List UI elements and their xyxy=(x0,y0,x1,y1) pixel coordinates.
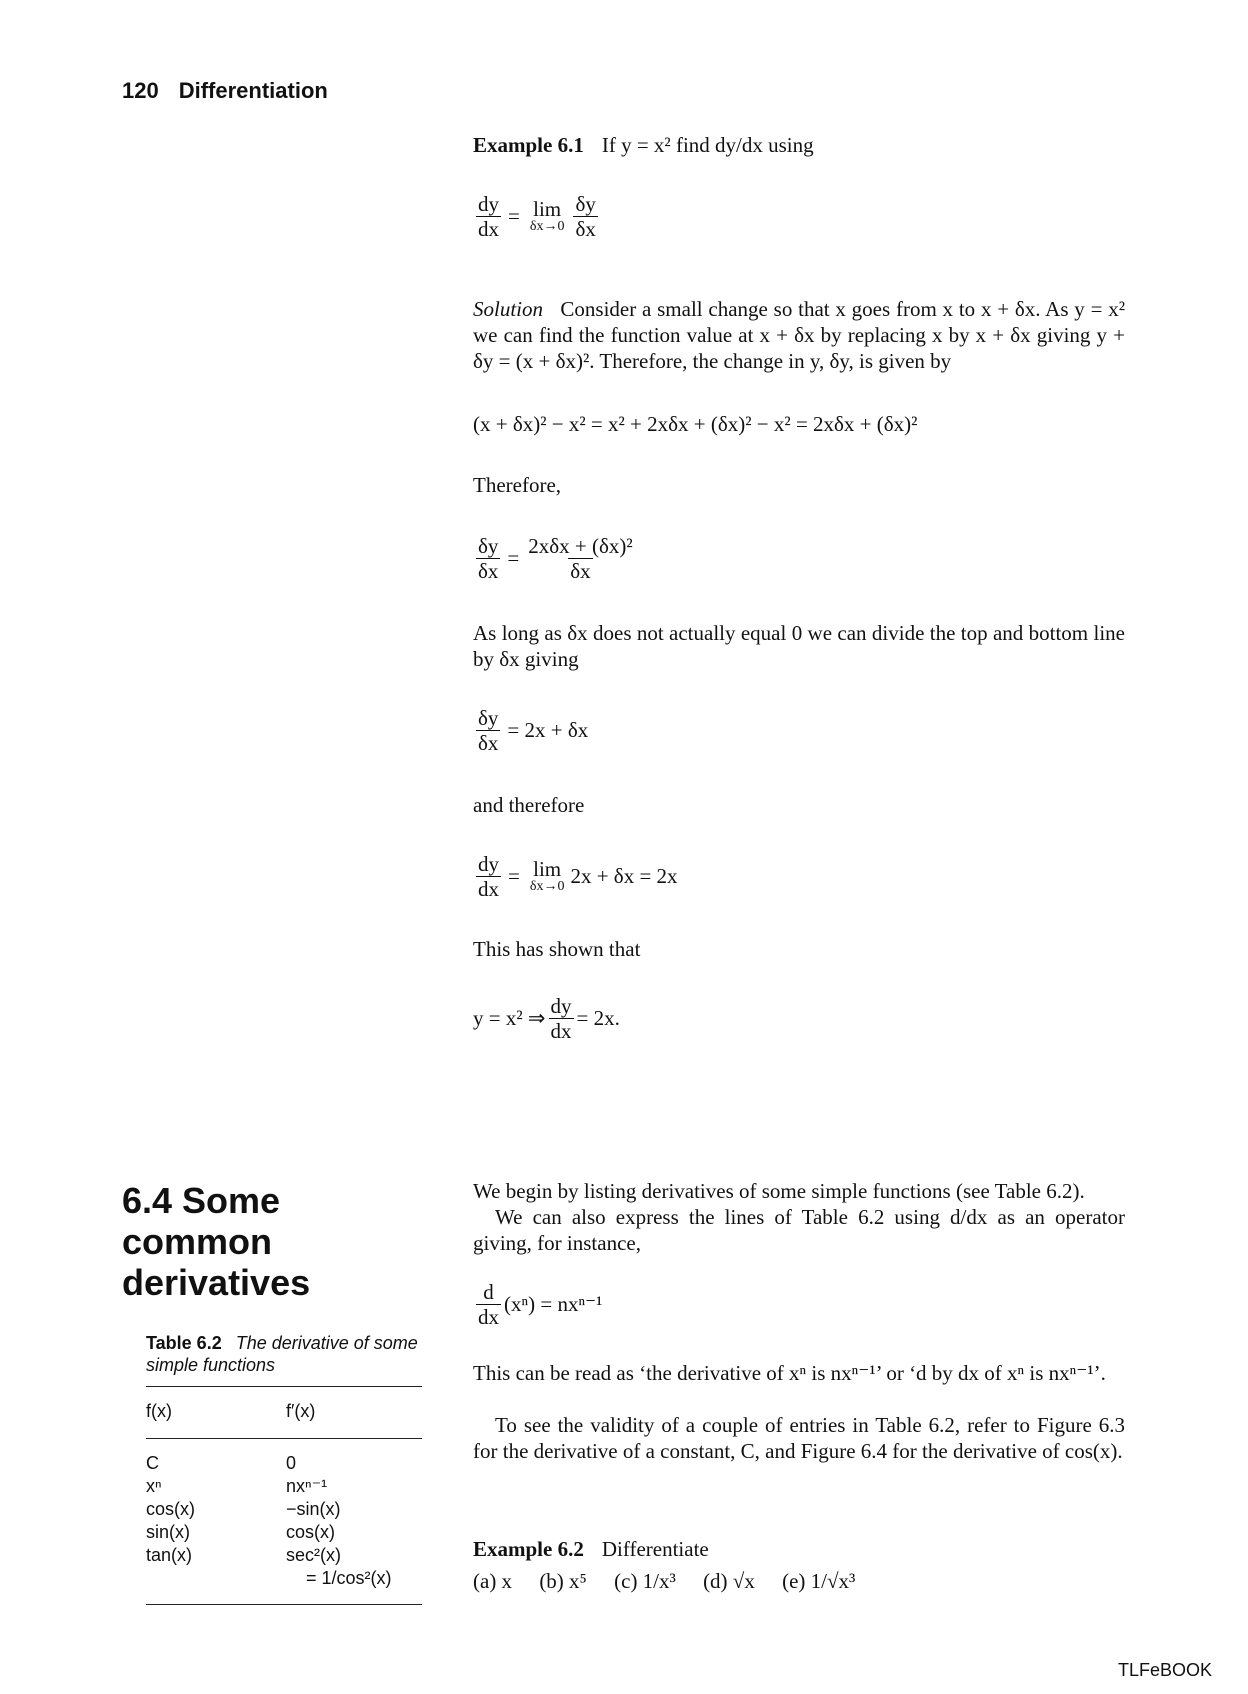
table-bottom-rule xyxy=(146,1604,422,1605)
section-para-3: This can be read as ‘the derivative of xⁿ is nxⁿ⁻¹’ or ‘d by dx of xⁿ is nxⁿ⁻¹’. xyxy=(473,1361,1106,1385)
footer-watermark: TLFeBOOK xyxy=(1117,1660,1212,1680)
table-header-fx: f(x) xyxy=(146,1401,172,1421)
section-heading: 6.4 Some common derivatives xyxy=(122,1180,311,1303)
ratio-equation: $\frac{\delta y}{\delta x}$ = $\frac{\text{2xδx + (δx)²}}{\delta x}$ xyxy=(478,534,633,583)
table-row: xⁿ nxⁿ⁻¹ xyxy=(146,1476,328,1496)
therefore-text: Therefore, xyxy=(473,473,562,497)
example-prompt: Differentiate xyxy=(601,1537,709,1561)
table-top-rule xyxy=(146,1386,422,1387)
running-header xyxy=(122,78,328,104)
page-number: 120 xyxy=(122,78,159,103)
table-caption-text: The derivative of some simple functions xyxy=(146,1333,418,1375)
expansion-equation: (x + δx)² − x² = x² + 2xδx + (δx)² − x² = 2xδx + (δx)² xyxy=(473,412,918,436)
solution-paragraph xyxy=(473,296,1125,374)
example-part: (c) 1/x³ xyxy=(614,1569,676,1593)
solution-label: Solution xyxy=(473,297,544,321)
section-para-4: To see the validity of a couple of entries in Table 6.2, refer to Figure 6.3 for the derivative of a constant, C, and Figure 6.4 for the derivative of cos(x). xyxy=(473,1413,1125,1463)
example-6-2-prompt xyxy=(473,1536,1125,1562)
table-row: sin(x) cos(x) xyxy=(146,1522,335,1542)
example-part: (b) x⁵ xyxy=(539,1569,587,1593)
result-equation: y = x² ⇒ $\frac{dy}{dx}$ = 2x. xyxy=(473,994,620,1043)
example-6-1-prompt xyxy=(473,132,1125,158)
example-6-2-parts xyxy=(473,1568,1125,1594)
section-para-2: We can also express the lines of Table 6.2 using d/dx as an operator giving, for instance, xyxy=(473,1205,1125,1255)
table-row: tan(x) sec²(x) xyxy=(146,1545,341,1565)
section-para-1: We begin by listing derivatives of some simple functions (see Table 6.2). xyxy=(473,1179,1085,1203)
table-label: Table 6.2 xyxy=(146,1333,222,1353)
example-prompt: If y = x² find dy/dx using xyxy=(601,133,814,157)
divide-paragraph: As long as δx does not actually equal 0 we can divide the top and bottom line by δx giving xyxy=(473,621,1125,671)
operator-equation: $\frac{d}{dx}$ (xⁿ) = nxⁿ⁻¹ xyxy=(478,1280,603,1329)
limit-equation: $\frac{dy}{dx}$ = lim δx→0 2x + δx = 2x xyxy=(478,852,678,901)
chapter-title: Differentiation xyxy=(178,78,328,103)
table-header-row xyxy=(146,1400,436,1424)
definition-equation: $\frac{dy}{dx}$ = lim δx→0 $\frac{\delta y}{\delta x}$ xyxy=(478,192,596,241)
example-part: (a) x xyxy=(473,1569,513,1593)
table-header-rule xyxy=(146,1438,422,1439)
example-part: (e) 1/√x³ xyxy=(782,1569,856,1593)
table-header-fprime: f′(x) xyxy=(286,1401,316,1421)
table-caption xyxy=(146,1332,426,1376)
example-label: Example 6.1 xyxy=(473,133,584,157)
example-label: Example 6.2 xyxy=(473,1537,584,1561)
shown-text: This has shown that xyxy=(473,937,641,961)
table-body xyxy=(146,1452,436,1602)
table-row: C 0 xyxy=(146,1453,297,1473)
example-part: (d) √x xyxy=(703,1569,755,1593)
simplified-equation: $\frac{\delta y}{\delta x}$ = 2x + δx xyxy=(478,706,589,755)
table-row: = 1/cos²(x) xyxy=(306,1568,392,1588)
table-row: cos(x) −sin(x) xyxy=(146,1499,341,1519)
and-therefore-text: and therefore xyxy=(473,793,585,817)
solution-text: Consider a small change so that x goes from x to x + δx. As y = x² we can find the function value at x + δx by replacing x by x + δx giving y + δy = (x + δx)². Therefore, the change in y, δy, is given by xyxy=(473,297,1126,373)
